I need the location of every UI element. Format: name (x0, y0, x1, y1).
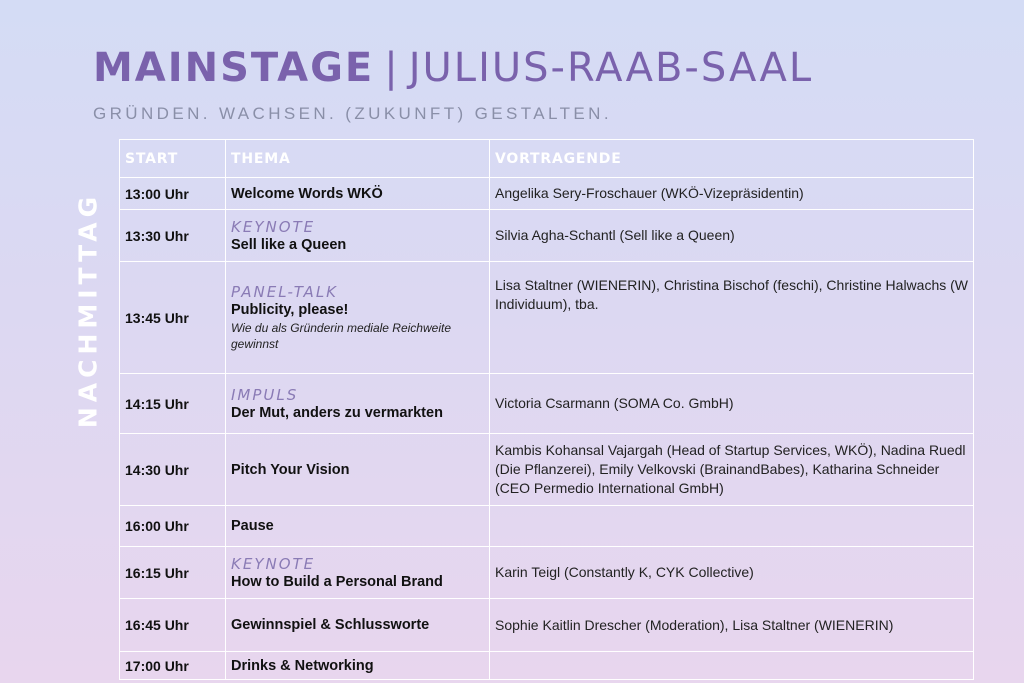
table-row (120, 506, 974, 547)
topic-title: Welcome Words WKÖ (231, 185, 383, 202)
table-row (120, 434, 974, 506)
table-row (120, 599, 974, 652)
topic-title: Drinks & Networking (231, 657, 374, 674)
speakers-cell (490, 506, 974, 547)
topic-cell (226, 506, 490, 547)
speakers-cell: Sophie Kaitlin Drescher (Moderation), Lisa Staltner (WIENERIN) (490, 599, 974, 652)
speakers-cell: Silvia Agha-Schantl (Sell like a Queen) (490, 210, 974, 262)
side-label-afternoon: NACHMITTAG (73, 191, 103, 429)
speakers-cell (490, 652, 974, 680)
start-time: 16:15 Uhr (120, 547, 226, 599)
speakers-cell: Kambis Kohansal Vajargah (Head of Startup Services, WKÖ), Nadina Ruedl (Die Pflanzerei), Emily Velkovski (BrainandBabes), Katharina Schneider (CEO Permedio International GmbH) (490, 434, 974, 506)
topic-cell (226, 547, 490, 599)
topic-cell (226, 210, 490, 262)
start-time: 17:00 Uhr (120, 652, 226, 680)
start-time: 16:45 Uhr (120, 599, 226, 652)
speakers-cell: Angelika Sery-Froschauer (WKÖ-Vizepräsidentin) (490, 178, 974, 210)
start-time: 13:30 Uhr (120, 210, 226, 262)
topic-cell (226, 178, 490, 210)
table-row (120, 210, 974, 262)
topic-title: Pause (231, 518, 274, 534)
start-time: 13:00 Uhr (120, 178, 226, 210)
speakers-cell: Lisa Staltner (WIENERIN), Christina Bischof (feschi), Christine Halwachs (W Individuum), tba. (490, 262, 974, 374)
table-row (120, 374, 974, 434)
topic-cell (226, 374, 490, 434)
start-time: 13:45 Uhr (120, 262, 226, 374)
page-title (93, 44, 813, 92)
column-header-start: START (120, 140, 226, 178)
title-mainstage: MAINSTAGE (93, 45, 375, 91)
topic-cell (226, 434, 490, 506)
topic-kicker: KEYNOTE (231, 554, 316, 573)
table-row (120, 652, 974, 680)
start-time: 14:15 Uhr (120, 374, 226, 434)
topic-cell (226, 262, 490, 374)
page-subtitle: GRÜNDEN. WACHSEN. (ZUKUNFT) GESTALTEN. (93, 104, 612, 123)
column-header-topic: THEMA (226, 140, 490, 178)
topic-title: Pitch Your Vision (231, 461, 350, 478)
speakers-cell: Victoria Csarmann (SOMA Co. GmbH) (490, 374, 974, 434)
topic-kicker: IMPULS (231, 385, 299, 404)
start-time: 14:30 Uhr (120, 434, 226, 506)
table-row (120, 178, 974, 210)
title-room: JULIUS-RAAB-SAAL (408, 45, 814, 91)
topic-note: Wie du als Gründerin mediale Reichweite gewinnst (231, 321, 451, 351)
topic-title: How to Build a Personal Brand (231, 573, 443, 590)
topic-title: Publicity, please! (231, 302, 349, 318)
topic-kicker: PANEL-TALK (231, 283, 339, 301)
topic-kicker: KEYNOTE (231, 217, 316, 236)
title-separator: | (384, 45, 399, 91)
topic-cell (226, 599, 490, 652)
column-header-speakers: VORTRAGENDE (490, 140, 974, 178)
speakers-cell: Karin Teigl (Constantly K, CYK Collective) (490, 547, 974, 599)
start-time: 16:00 Uhr (120, 506, 226, 547)
schedule-table (119, 139, 974, 680)
topic-title: Gewinnspiel & Schlussworte (231, 617, 430, 633)
topic-title: Sell like a Queen (231, 236, 347, 253)
table-row (120, 547, 974, 599)
table-row (120, 262, 974, 374)
table-header-row (120, 140, 974, 178)
topic-cell (226, 652, 490, 680)
topic-title: Der Mut, anders zu vermarkten (231, 404, 443, 421)
